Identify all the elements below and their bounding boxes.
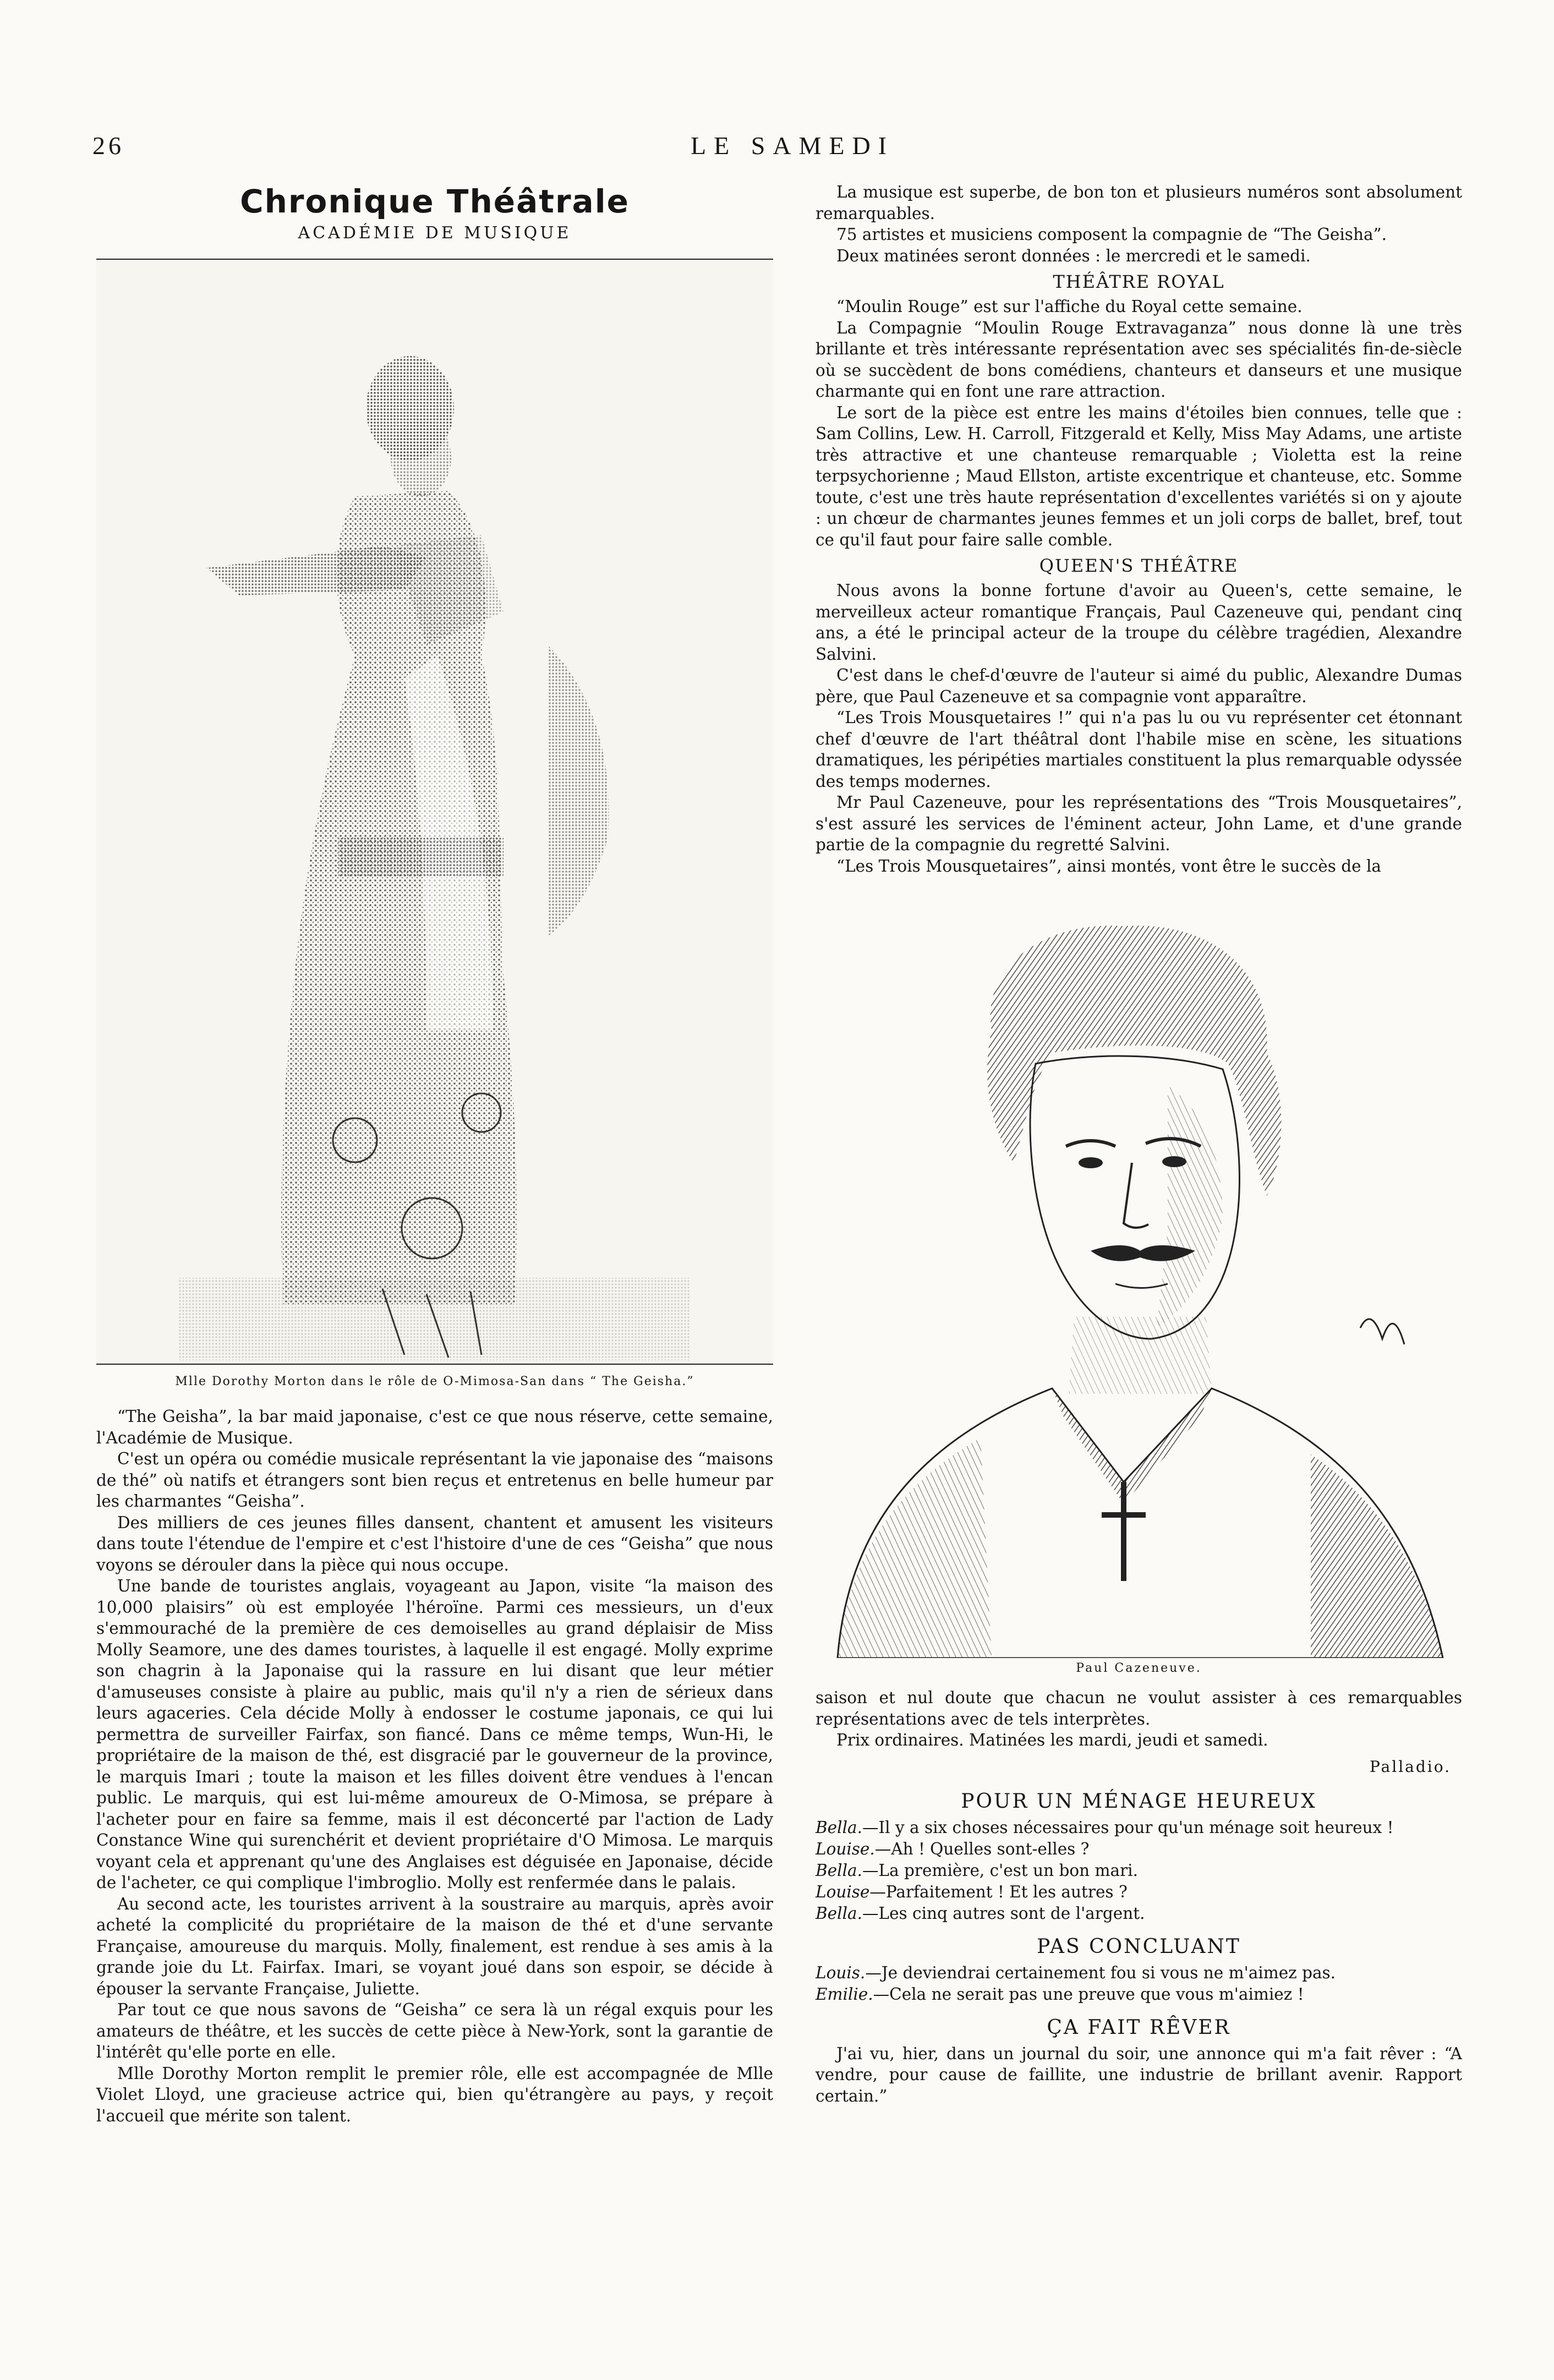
article-paragraph: 75 artistes et musiciens composent la compagnie de “The Geisha”.: [836, 225, 1387, 244]
rever-article: [816, 2043, 1462, 2107]
speaker: Emilie.: [816, 1984, 873, 2004]
geisha-illustration: [96, 259, 773, 1365]
concluant-heading: PAS CONCLUANT: [1037, 1935, 1241, 1958]
article-paragraph: Une bande de touristes anglais, voyageant au Japon, visite “la maison des 10,000 plaisirs” où est employée l'héroïne. Parmi ces messieurs, un d'eux s'emmouraché de la première de ces demoiselles au grand déplaisir de Miss Molly Seamore, une des dames touristes, à laquelle il est engagé. Molly exprime son chagrin à la Japonaise qui la rassure en lui disant que leur métier d'amuseuses consiste à plaire au public, mais qu'il n'y a rien de sérieux dans leurs agaceries. Cela décide Molly à endosser le costume japonais, ce qui lui permettra de surveiller Fairfax, son fiancé. Dans ce même temps, Wun-Hi, le propriétaire de la maison de thé, est disgracié par le gouverneur de la province, le marquis Imari ; toute la maison et les filles doivent être vendues à l'encan public. Le marquis, qui est lui-même amoureux de O-Mimosa, se prépare à l'acheter pour en faire sa femme, mais il est déconcerté par l'action de Lady Constance Wine qui surenchérit et devient propriétaire d'O Mimosa. Le marquis voyant cela et apprenant qu'une des Anglaises est déguisée en Japonaise, décide de l'acheter, ce qui complique l'imbroglio. Molly est renfermée dans le palais.: [96, 1577, 773, 1892]
academie-continued: [816, 182, 1462, 266]
queens-theatre-heading: QUEEN'S THÉÂTRE: [1039, 555, 1239, 576]
article-paragraph: “The Geisha”, la bar maid japonaise, c'est ce que nous réserve, cette semaine, l'Académie de Musique.: [96, 1407, 773, 1447]
geisha-article: [96, 1406, 773, 2126]
concluant-dialogue: [816, 1962, 1462, 2005]
right-column: [816, 182, 1462, 2107]
line-text: —Les cinq autres sont de l'argent.: [862, 1903, 1145, 1923]
article-paragraph: La musique est superbe, de bon ton et plusieurs numéros sont absolument remarquables.: [816, 183, 1462, 223]
theatre-royal-article: [816, 296, 1462, 550]
speaker: Louis.: [816, 1963, 866, 1982]
article-paragraph: Mlle Dorothy Morton remplit le premier rôle, elle est accompagnée de Mlle Violet Lloyd, une gracieuse actrice qui, bien qu'étrangère au pays, y reçoit l'accueil que mérite son talent.: [96, 2064, 773, 2125]
speaker: Louise: [816, 1882, 870, 1901]
dialogue-line: [816, 1881, 1462, 1903]
article-paragraph: saison et nul doute que chacun ne voulut assister à ces remarquables représentations avec de tels interprètes.: [816, 1688, 1462, 1728]
article-paragraph: “Les Trois Mousquetaires !” qui n'a pas lu ou vu représenter cet étonnant chef d'œuvre de l'art théâtral dont l'habile mise en scène, les situations dramatiques, les péripéties martiales constituent la plus remarquable odyssée des temps modernes.: [816, 708, 1462, 791]
dialogue-line: [816, 1903, 1462, 1924]
speaker: Bella.: [816, 1903, 862, 1923]
article-paragraph: Des milliers de ces jeunes filles dansent, chantent et amusent les visiteurs dans toute l'étendue de l'empire et c'est l'histoire d'une de ces “Geisha” que nous voyons se dérouler dans la pièce qui nous occupe.: [96, 1513, 773, 1574]
article-paragraph: Nous avons la bonne fortune d'avoir au Queen's, cette semaine, le merveilleux acteur romantique Français, Paul Cazeneuve qui, pendant cinq ans, a été le principal acteur de la troupe du célèbre tragédien, Alexandre Salvini.: [816, 581, 1462, 664]
rever-heading: ÇA FAIT RÊVER: [1047, 2016, 1231, 2039]
speaker: Bella.: [816, 1861, 862, 1880]
dialogue-line: [816, 1984, 1462, 2005]
menage-dialogue: [816, 1817, 1462, 1924]
article-paragraph: Mr Paul Cazeneuve, pour les représentations des “Trois Mousquetaires”, s'est assuré les services de l'éminent acteur, John Lame, et d'une grande partie de la compagnie du regretté Salvini.: [816, 793, 1462, 854]
article-paragraph: C'est dans le chef-d'œuvre de l'auteur si aimé du public, Alexandre Dumas père, que Paul Cazeneuve et sa compagnie vont apparaître.: [816, 666, 1462, 706]
menage-heading: POUR UN MÉNAGE HEUREUX: [961, 1790, 1317, 1813]
queens-theatre-conclusion: [816, 1687, 1462, 1751]
journal-title: LE SAMEDI: [691, 132, 895, 160]
queens-theatre-article: [816, 580, 1462, 877]
line-text: —Parfaitement ! Et les autres ?: [869, 1882, 1128, 1901]
page-header: [0, 131, 1554, 169]
line-text: —La première, c'est un bon mari.: [862, 1861, 1138, 1880]
article-paragraph: Par tout ce que nous savons de “Geisha” ce sera là un régal exquis pour les amateurs de théâtre, et les succès de cette pièce à New-York, sont la garantie de l'intérêt qu'elle porte en elle.: [96, 2000, 773, 2061]
line-text: —Il y a six choses nécessaires pour qu'un ménage soit heureux !: [862, 1818, 1394, 1837]
portrait-caption: Paul Cazeneuve.: [1076, 1661, 1202, 1675]
left-column: [96, 182, 773, 2126]
article-paragraph: Prix ordinaires. Matinées les mardi, jeudi et samedi.: [836, 1731, 1268, 1749]
geisha-caption: Mlle Dorothy Morton dans le rôle de O-Mimosa-San dans “ The Geisha.”: [175, 1375, 694, 1388]
line-text: —Je deviendrai certainement fou si vous ne m'aimez pas.: [865, 1963, 1336, 1982]
speaker: Bella.: [816, 1818, 862, 1837]
theatre-royal-heading: THÉÂTRE ROYAL: [1053, 271, 1225, 292]
geisha-figure-drawing: [96, 260, 773, 1364]
page-number: 26: [92, 132, 124, 160]
article-paragraph: C'est un opéra ou comédie musicale représentant la vie japonaise des “maisons de thé” où natifs et étrangers sont bien reçus et entretenus en belle humeur par les charmantes “Geisha”.: [96, 1449, 773, 1511]
article-paragraph: “Moulin Rouge” est sur l'affiche du Royal cette semaine.: [836, 297, 1303, 316]
dialogue-line: [816, 1860, 1462, 1881]
line-text: —Cela ne serait pas une preuve que vous m'aimiez !: [873, 1984, 1304, 2004]
author-signature: Palladio.: [1369, 1757, 1451, 1776]
dialogue-line: [816, 1817, 1462, 1839]
article-paragraph: Le sort de la pièce est entre les mains d'étoiles bien connues, telle que : Sam Collins, Lew. H. Carroll, Fitzgerald et Kelly, Miss May Adams, une artiste très attractive et une chanteuse remarquable ; Violetta est la reine terpsychorienne ; Maud Ellston, artiste excentrique et chanteuse, etc. Somme toute, c'est une très haute représentation d'excellentes variétés si on y ajoute : un chœur de charmantes jeunes femmes et un joli corps de ballet, bref, tout ce qu'il faut pour faire salle comble.: [816, 403, 1462, 549]
article-paragraph: La Compagnie “Moulin Rouge Extravaganza” nous donne là une très brillante et très intéressante représentation avec ses spécialités fin-de-siècle où se succèdent de bons comédiens, chanteurs et danseurs et une musique charmante qui en font une rare attraction.: [816, 318, 1462, 401]
cazeneuve-portrait: [816, 888, 1462, 1658]
portrait-engraving: [816, 888, 1462, 1658]
line-text: —Ah ! Quelles sont-elles ?: [874, 1839, 1090, 1858]
dialogue-line: [816, 1839, 1462, 1860]
dialogue-line: [816, 1962, 1462, 1984]
article-paragraph: Au second acte, les touristes arrivent à la soustraire au marquis, après avoir acheté la complicité du propriétaire de la maison de thé et d'une servante Française, amoureuse du marquis. Molly, finalement, est rendue à ses amis à la grande joie du Lt. Fairfax. Imari, se voyant joué dans son espoir, se décide à épouser la servante Française, Juliette.: [96, 1894, 773, 1998]
section-title: Chronique Théâtrale: [240, 183, 630, 220]
article-paragraph: “Les Trois Mousquetaires”, ainsi montés, vont être le succès de la: [836, 856, 1381, 876]
section-subtitle: ACADÉMIE DE MUSIQUE: [298, 223, 572, 243]
article-paragraph: Deux matinées seront données : le mercredi et le samedi.: [836, 246, 1311, 265]
article-paragraph: J'ai vu, hier, dans un journal du soir, une annonce qui m'a fait rêver : “A vendre, pour cause de faillite, une industrie de brillant avenir. Rapport certain.”: [816, 2044, 1462, 2105]
speaker: Louise.: [816, 1839, 875, 1858]
